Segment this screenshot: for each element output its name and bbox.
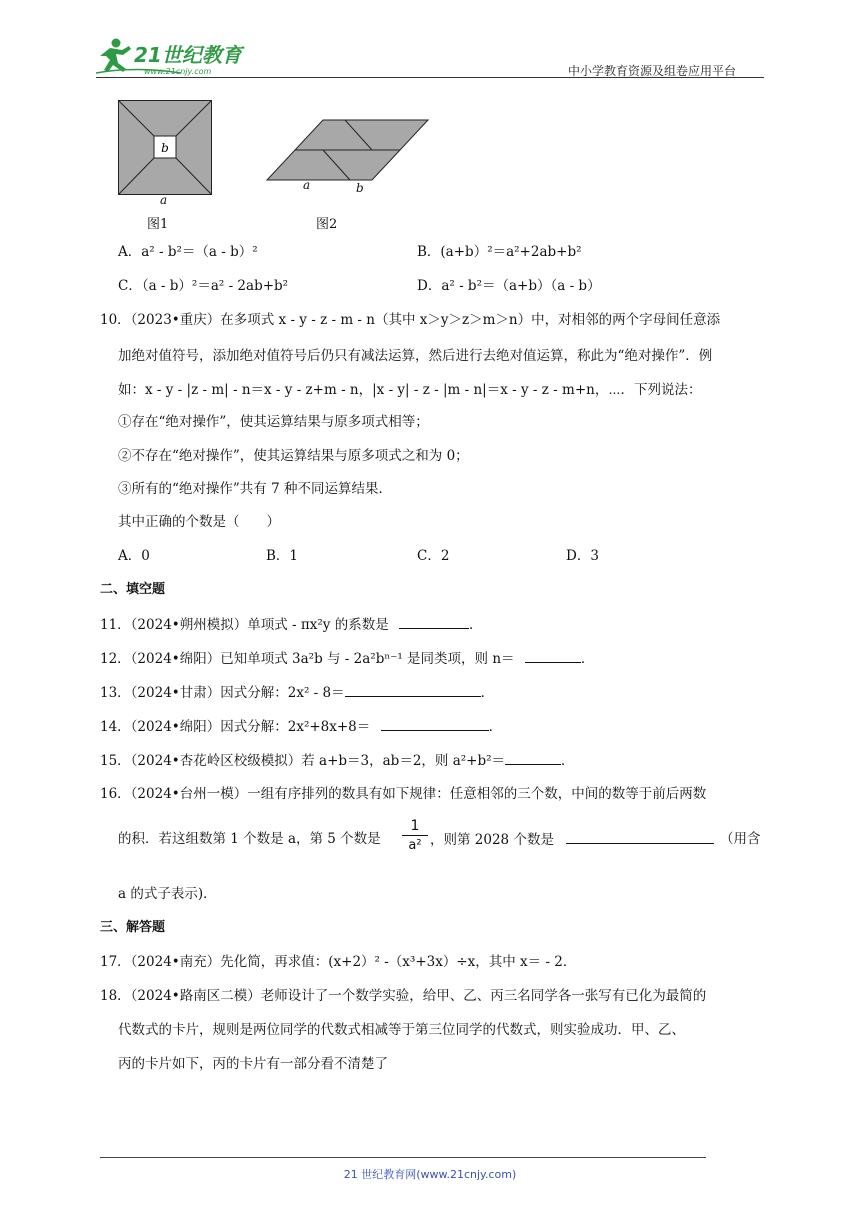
q16-fraction-denominator: a²	[408, 838, 422, 853]
q16-line-3: a 的式子表示)．	[118, 886, 217, 902]
figure-1-label-a: a	[160, 193, 168, 207]
q18-line-2: 代数式的卡片，规则是两位同学的代数式相减等于第三位同学的代数式，则实验成功．甲、乙、	[118, 1022, 685, 1038]
q10-line-2: 加绝对值符号，添加绝对值符号后仍只有减法运算，然后进行去绝对值运算，称此为“绝对操作”．例	[118, 348, 713, 364]
q14-answer-blank[interactable]	[381, 716, 489, 731]
svg-text:21世纪教育: 21世纪教育	[134, 43, 242, 67]
q13-answer-blank[interactable]	[345, 682, 481, 697]
q16-line-2-post: ，则第 2028 个数是	[430, 829, 714, 850]
q16-answer-blank[interactable]	[566, 829, 714, 844]
figure-2-caption: 图2	[316, 217, 338, 232]
platform-name: 中小学教育资源及组卷应用平台	[568, 64, 737, 78]
q9-option-a: A．a² - b²＝（a - b）²	[118, 244, 258, 260]
q17: 17．（2024•南充）先化简，再求值：(x+2）² -（x³+3x）÷x，其中 x＝ - 2．	[100, 954, 577, 970]
q10-line-1: 10．（2023•重庆）在多项式 x - y - z - m - n（其中 x＞y＞z＞m＞n）中，对相邻的两个字母间任意添	[100, 312, 721, 328]
q15: 15．（2024•杏花岭区校级模拟）若 a+b＝3，ab＝2，则 a²+b²＝ ．	[100, 750, 575, 771]
site-logo	[96, 36, 266, 78]
q16-line-2-pre: 的积．若这组数第 1 个数是 a，第 5 个数是	[118, 831, 381, 847]
svg-text:b: b	[161, 141, 169, 155]
q10-ask: 其中正确的个数是（ ）	[118, 514, 280, 530]
q10-option-a: A．0	[118, 548, 150, 564]
q10-statement-3: ③所有的“绝对操作”共有 7 种不同运算结果．	[118, 481, 392, 497]
q15-answer-blank[interactable]	[505, 750, 561, 765]
figure-1-square-diagram	[118, 100, 212, 195]
q10-option-d: D．3	[566, 548, 599, 564]
q18-line-3: 丙的卡片如下，丙的卡片有一部分看不清楚了	[118, 1056, 388, 1072]
figure-2-label-b: b	[356, 181, 364, 195]
q10-statement-2: ②不存在“绝对操作”，使其运算结果与原多项式之和为 0；	[118, 448, 469, 464]
q12-answer-blank[interactable]	[525, 648, 581, 663]
figure-2-parallelogram-diagram	[265, 118, 430, 196]
q16-fraction-numerator: 1	[402, 818, 428, 836]
q9-option-c: C．（a - b）²＝a² - 2ab+b²	[118, 278, 289, 294]
q9-option-d: D．a² - b²＝（a+b）（a - b）	[417, 278, 601, 294]
figure-1-caption: 图1	[147, 217, 169, 232]
q13: 13．（2024•甘肃）因式分解：2x² - 8＝ ．	[100, 682, 494, 703]
q12: 12．（2024•绵阳）已知单项式 3a²b 与 - 2a²bⁿ⁻¹ 是同类项，则 n＝ ．	[100, 648, 594, 669]
q11-answer-blank[interactable]	[399, 614, 469, 629]
q9-option-b: B．(a+b）²＝a²+2ab+b²	[417, 244, 582, 260]
q14: 14．（2024•绵阳）因式分解：2x²+8x+8＝ ．	[100, 716, 502, 737]
header-divider	[96, 77, 764, 78]
q10-line-3: 如：x - y - |z - m| - n＝x - y - z+m - n，|x - y| - z - |m - n|＝x - y - z - m+n，⋯．下列说法：	[118, 382, 702, 398]
svg-text:www.21cnjy.com: www.21cnjy.com	[144, 67, 212, 76]
q18-line-1: 18．（2024•路南区二模）老师设计了一个数学实验，给甲、乙、丙三名同学各一张写有已化为最简的	[100, 988, 707, 1004]
q10-statement-1: ①存在“绝对操作”，使其运算结果与原多项式相等；	[118, 414, 429, 430]
section-heading-solve: 三、解答题	[100, 920, 166, 935]
footer-divider	[100, 1157, 706, 1158]
q16-line-1: 16．（2024•台州一模）一组有序排列的数具有如下规律：任意相邻的三个数，中间的数等于前后两数	[100, 786, 707, 802]
figure-2-label-a: a	[303, 178, 311, 192]
q16-fraction	[402, 818, 428, 853]
q10-option-b: B．1	[266, 548, 299, 564]
q16-line-2-tail: （用含	[720, 831, 761, 847]
q10-option-c: C．2	[417, 548, 450, 564]
footer-link[interactable]: 21 世纪教育网(www.21cnjy.com)	[343, 1168, 517, 1181]
q11: 11．（2024•朔州模拟）单项式 - πx²y 的系数是 ．	[100, 614, 483, 635]
section-heading-fill-in: 二、填空题	[100, 582, 166, 597]
